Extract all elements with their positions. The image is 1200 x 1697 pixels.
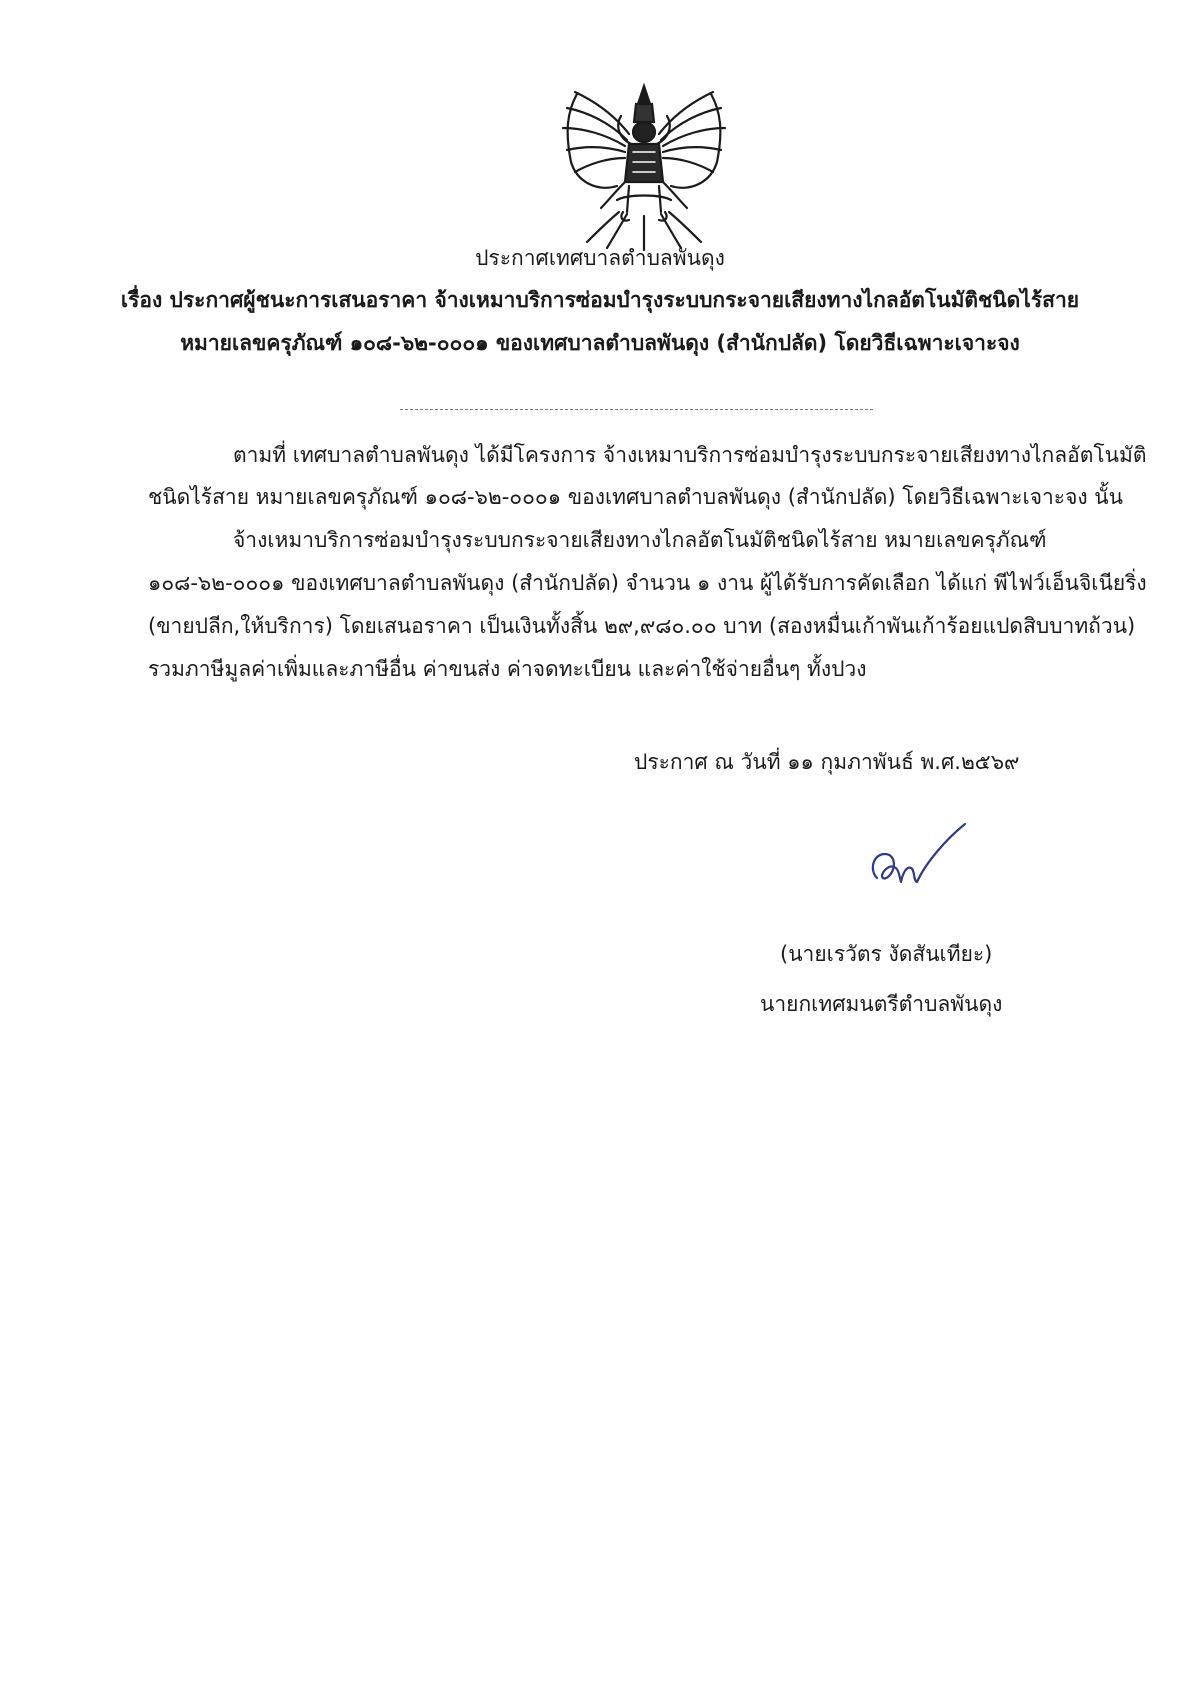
signer-title: นายกเทศมนตรีตำบลพันดุง xyxy=(760,992,1003,1016)
divider xyxy=(400,409,873,410)
paragraph-2-line-3: (ขายปลีก,ให้บริการ) โดยเสนอราคา เป็นเงินทั้งสิ้น ๒๙,๙๘๐.๐๐ บาท (สองหมื่นเก้าพันเก้าร้อยแปดสิบบาทถ้วน) xyxy=(148,614,1136,638)
paragraph-2-line-4: รวมภาษีมูลค่าเพิ่มและภาษีอื่น ค่าขนส่ง ค่าจดทะเบียน และค่าใช้จ่ายอื่นๆ ทั้งปวง xyxy=(148,657,867,681)
paragraph-2-line-1: จ้างเหมาบริการซ่อมบำรุงระบบกระจายเสียงทางไกลอัตโนมัติชนิดไร้สาย หมายเลขครุภัณฑ์ xyxy=(233,528,1047,552)
paragraph-1-line-1: ตามที่ เทศบาลตำบลพันดุง ได้มีโครงการ จ้างเหมาบริการซ่อมบำรุงระบบกระจายเสียงทางไกลอัตโนมัติ xyxy=(233,443,1147,467)
garuda-emblem-icon xyxy=(557,82,731,252)
date-line: ประกาศ ณ วันที่ ๑๑ กุมภาพันธ์ พ.ศ.๒๕๖๙ xyxy=(634,750,1020,774)
signature-icon xyxy=(865,820,975,900)
announcement-org: ประกาศเทศบาลตำบลพันดุง xyxy=(475,246,725,270)
announcement-subject-line-2: หมายเลขครุภัณฑ์ ๑๐๘-๖๒-๐๐๐๑ ของเทศบาลตำบลพันดุง (สำนักปลัด) โดยวิธีเฉพาะเจาะจง xyxy=(180,331,1020,355)
paragraph-2-line-2: ๑๐๘-๖๒-๐๐๐๑ ของเทศบาลตำบลพันดุง (สำนักปลัด) จำนวน ๑ งาน ผู้ได้รับการคัดเลือก ได้แก่ พีไฟว์เอ็นจิเนียริ่ง xyxy=(148,571,1147,595)
announcement-subject-line-1: เรื่อง ประกาศผู้ชนะการเสนอราคา จ้างเหมาบริการซ่อมบำรุงระบบกระจายเสียงทางไกลอัตโนมัติชนิดไร้สาย xyxy=(120,288,1080,312)
paragraph-1-line-2: ชนิดไร้สาย หมายเลขครุภัณฑ์ ๑๐๘-๖๒-๐๐๐๑ ของเทศบาลตำบลพันดุง (สำนักปลัด) โดยวิธีเฉพาะเจาะจง นั้น xyxy=(148,485,1124,509)
signer-name: (นายเรวัตร งัดสันเทียะ) xyxy=(780,942,993,966)
